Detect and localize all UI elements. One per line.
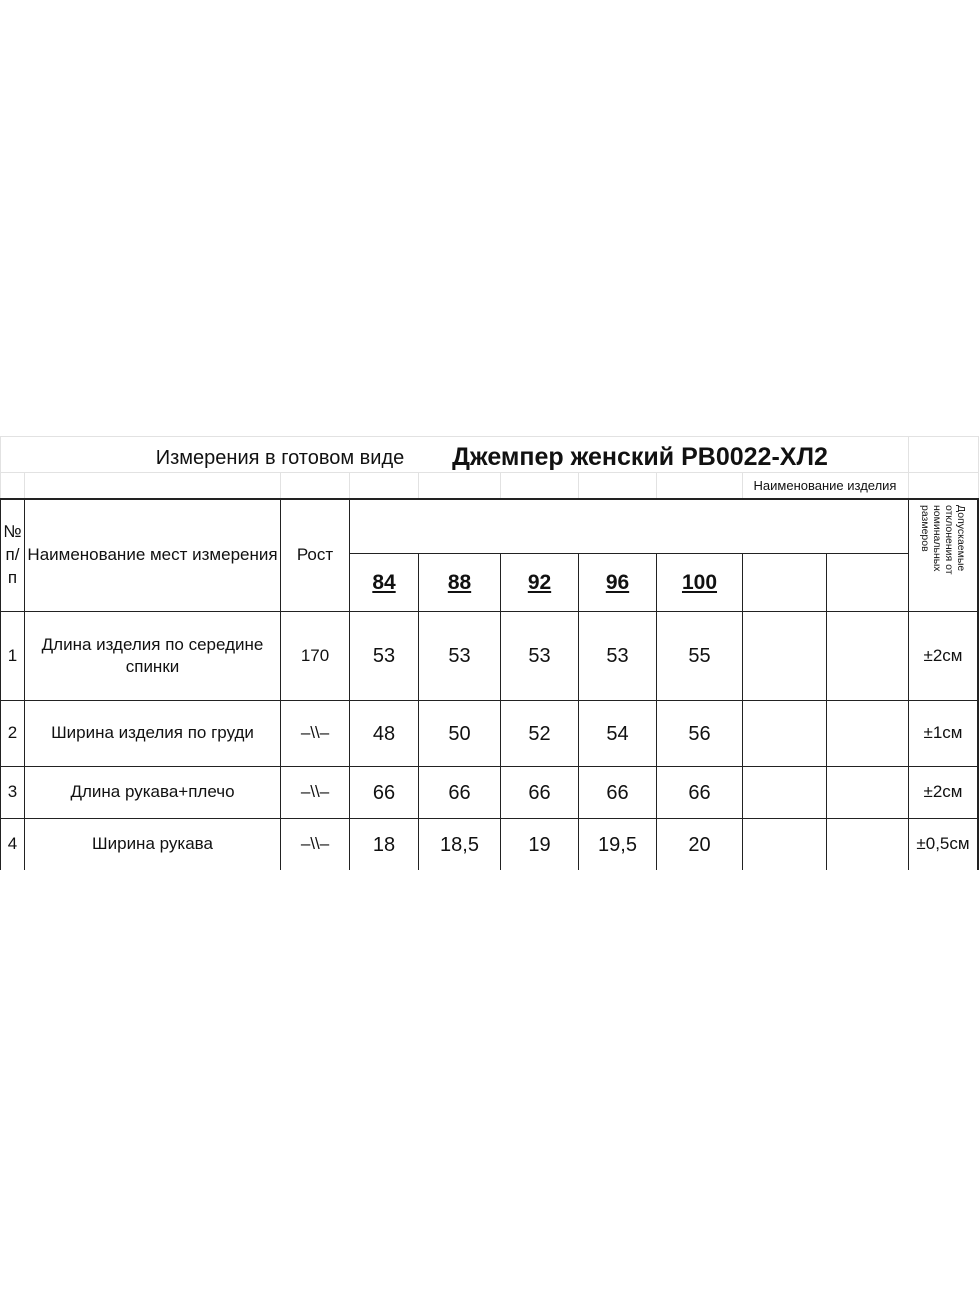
- row-4-name: Ширина рукава: [92, 834, 213, 854]
- row-4-height: –\\–: [300, 834, 330, 854]
- row-3-value-96: 66: [606, 781, 629, 804]
- size-96: 96: [605, 570, 630, 594]
- row-1-value-96: 53: [606, 645, 629, 667]
- row-3-num: 3: [7, 782, 18, 802]
- size-84: 84: [372, 570, 396, 594]
- table-subtitle: Измерения в готовом виде: [155, 447, 405, 469]
- row-2-value-88: 50: [448, 722, 471, 745]
- row-4-value-92: 19: [528, 833, 551, 856]
- row-3-height: –\\–: [300, 782, 330, 802]
- row-3-value-92: 66: [528, 781, 551, 804]
- row-1-name: Длина изделия по середине спинки: [41, 634, 264, 676]
- row-2-height: –\\–: [300, 723, 330, 743]
- row-2-value-84: 48: [372, 722, 396, 745]
- header-measure-name: Наименование мест измерения: [27, 545, 278, 565]
- row-4-value-100: 20: [688, 833, 711, 856]
- row-2-value-100: 56: [688, 722, 711, 745]
- size-88: 88: [447, 570, 472, 594]
- row-1-height: 170: [300, 645, 330, 665]
- row-4-tolerance: ±0,5см: [916, 834, 970, 854]
- row-1-value-84: 53: [372, 645, 396, 667]
- row-3-tolerance: ±2см: [923, 782, 963, 802]
- product-name-label: Наименование изделия: [753, 477, 897, 493]
- size-92: 92: [527, 570, 552, 594]
- row-1-value-100: 55: [688, 645, 711, 667]
- row-1-num: 1: [7, 645, 18, 665]
- header-num: № п/п: [3, 522, 22, 587]
- row-4-value-88: 18,5: [440, 833, 479, 856]
- row-1-tolerance: ±2см: [923, 645, 963, 665]
- row-4-num: 4: [7, 834, 18, 854]
- product-title: Джемпер женский РВ0022-ХЛ2: [452, 442, 828, 471]
- row-2-name: Ширина изделия по груди: [51, 723, 254, 743]
- header-height: Рост: [296, 545, 334, 565]
- row-1-value-92: 53: [528, 645, 551, 667]
- row-1-value-88: 53: [448, 645, 471, 667]
- row-3-value-88: 66: [448, 781, 471, 804]
- row-4-value-84: 18: [372, 833, 396, 856]
- row-2-value-96: 54: [606, 722, 629, 745]
- row-3-value-100: 66: [688, 781, 711, 804]
- row-3-name: Длина рукава+плечо: [70, 782, 235, 802]
- row-2-value-92: 52: [528, 722, 551, 745]
- row-3-value-84: 66: [372, 781, 396, 804]
- header-tolerance: Допускаемые отклонения от номинальных размеров: [919, 505, 967, 575]
- row-4-value-96: 19,5: [598, 833, 637, 856]
- row-2-tolerance: ±1см: [923, 723, 963, 743]
- size-100: 100: [681, 570, 718, 594]
- row-2-num: 2: [7, 723, 18, 743]
